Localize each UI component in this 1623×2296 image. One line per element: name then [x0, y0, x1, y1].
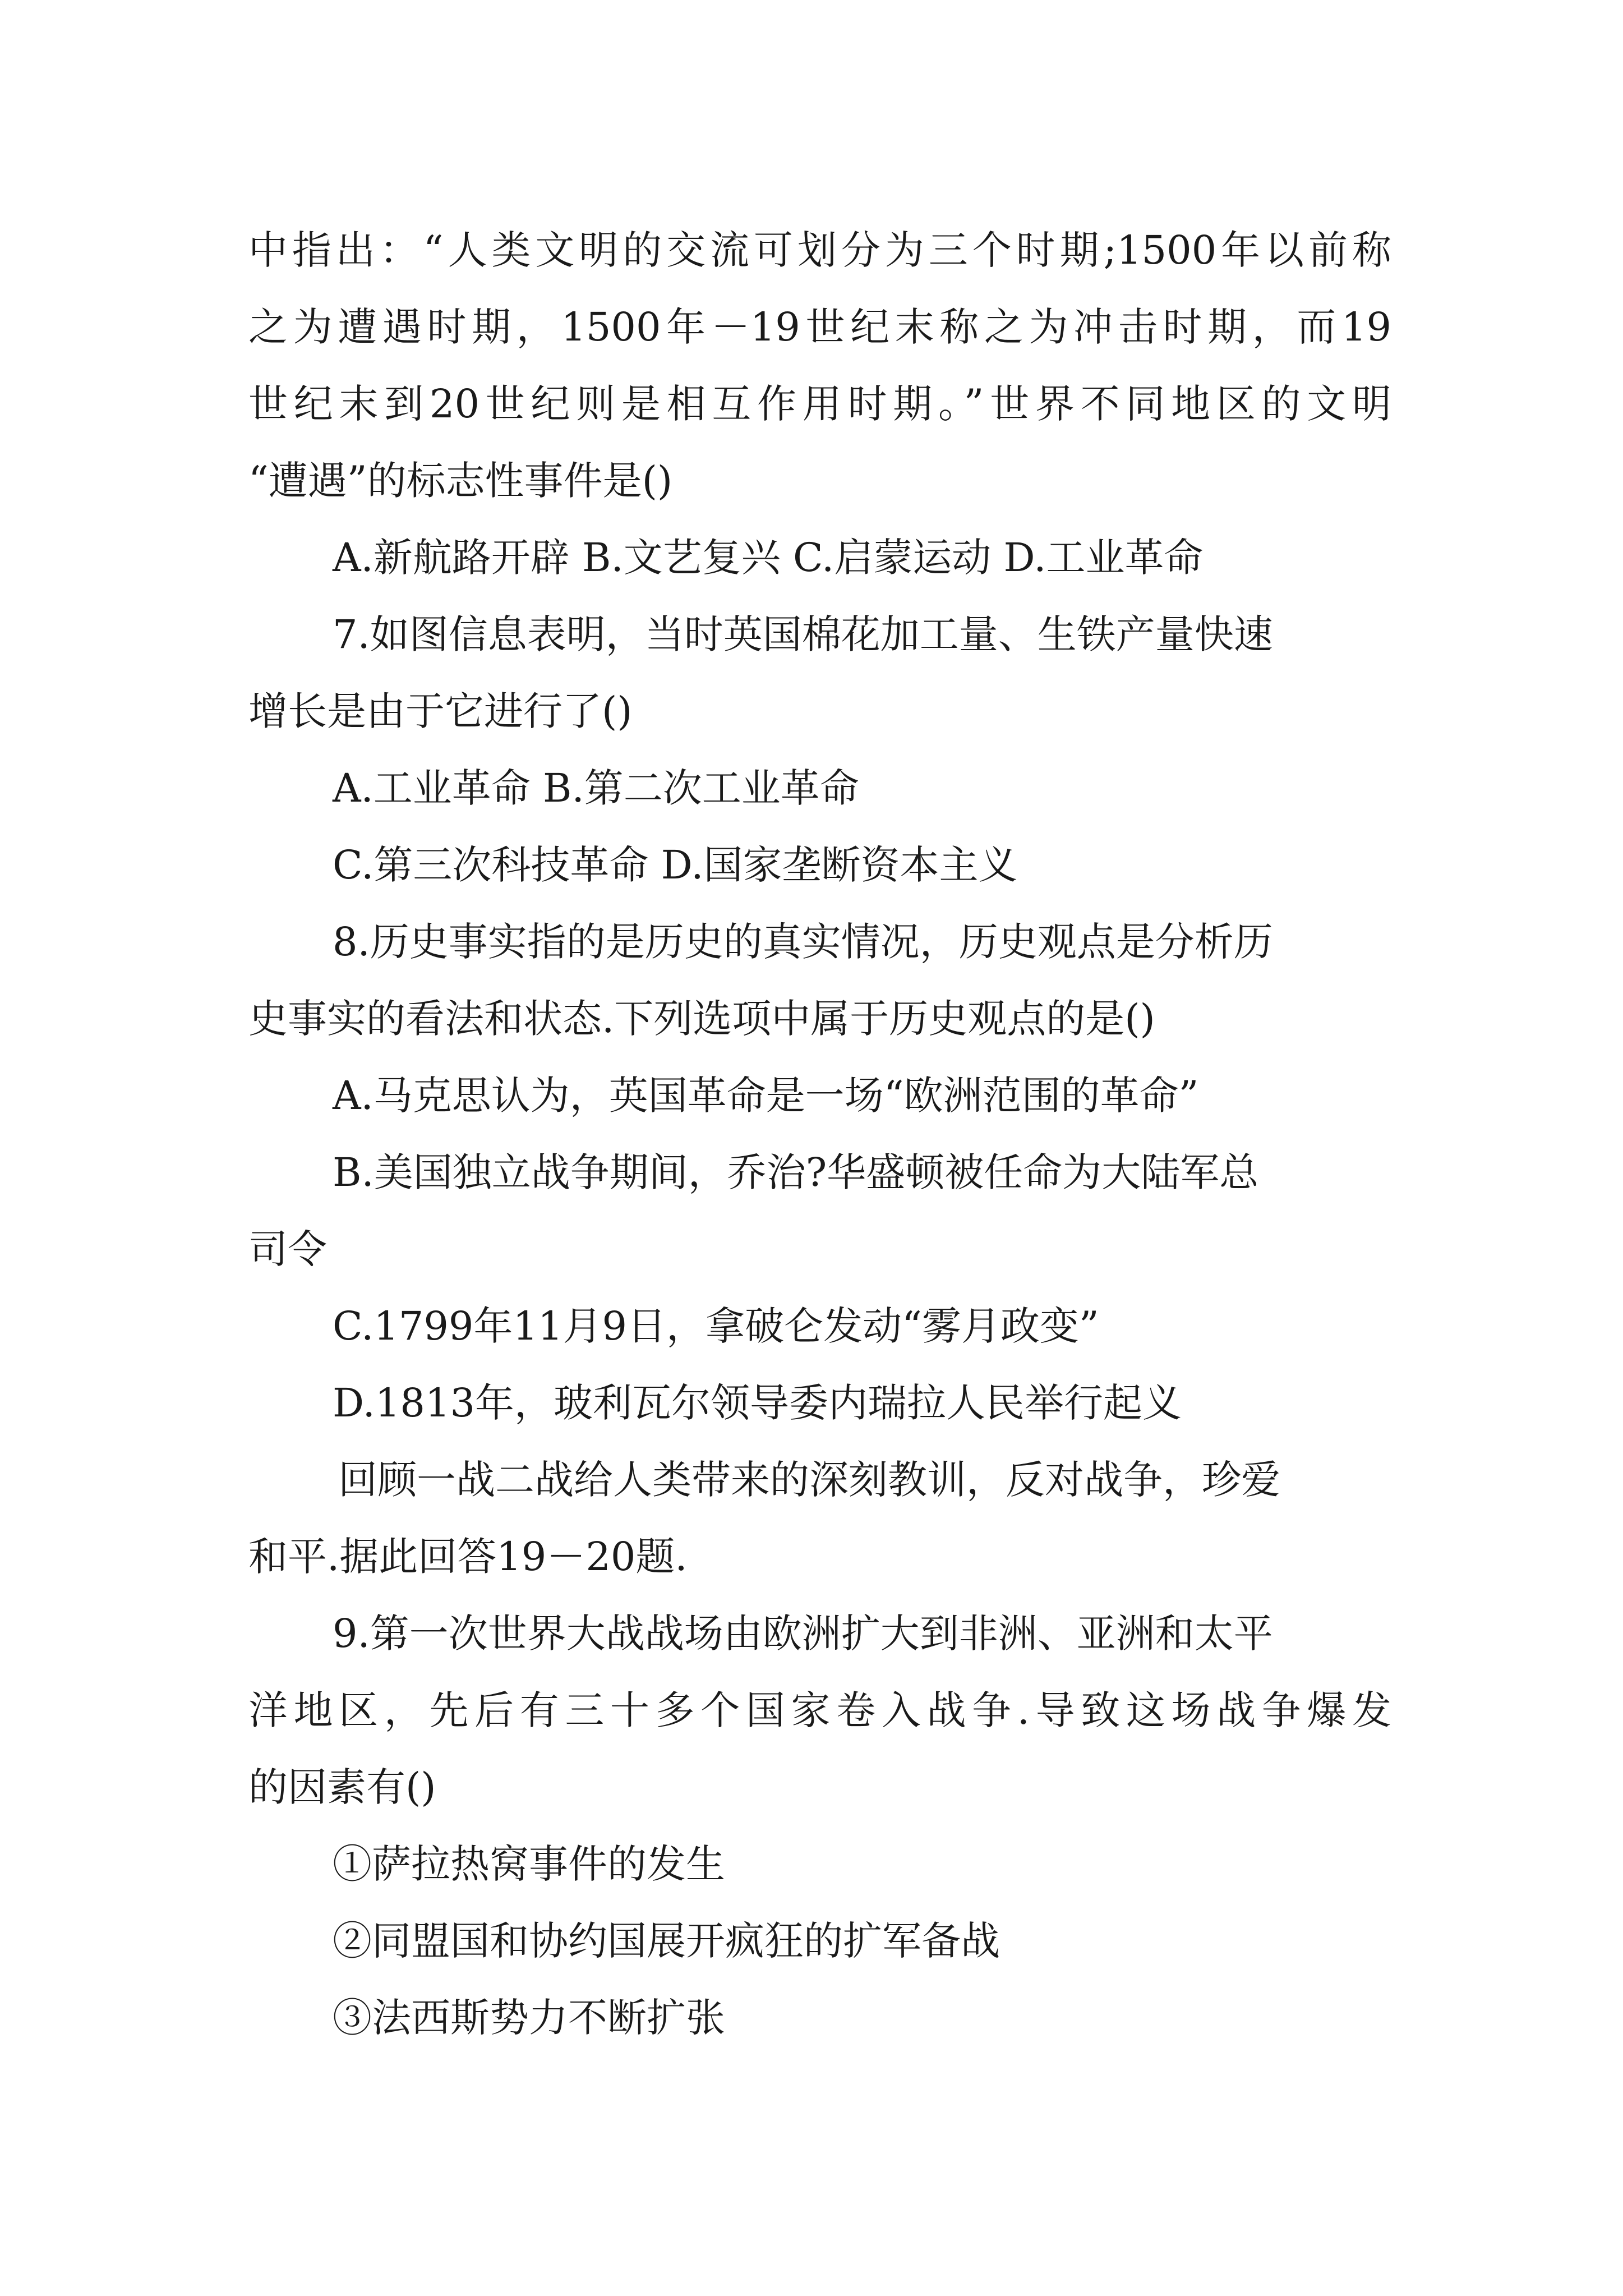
option-line: A.新航路开辟 B.文艺复兴 C.启蒙运动 D.工业革命: [333, 535, 1204, 581]
option-line: A.工业革命 B.第二次工业革命: [333, 765, 859, 811]
choice-item: ③法西斯势力不断扩张: [333, 1995, 725, 2041]
text-line: 史事实的看法和状态.下列选项中属于历史观点的是(): [248, 996, 1155, 1042]
option-line: B.美国独立战争期间，乔治?华盛顿被任命为大陆军总: [333, 1149, 1259, 1195]
option-line: D.1813年，玻利瓦尔领导委内瑞拉人民举行起义: [333, 1380, 1182, 1426]
question-8: 8.历史事实指的是历史的真实情况，历史观点是分析历: [333, 919, 1273, 965]
choice-item: ①萨拉热窝事件的发生: [333, 1841, 725, 1887]
text-line: 司令: [248, 1226, 327, 1272]
document-body: [248, 212, 1391, 2056]
option-line: C.1799年11月9日，拿破仑发动“雾月政变”: [333, 1303, 1099, 1349]
text-line: “遭遇”的标志性事件是(): [248, 458, 673, 504]
text-line: 增长是由于它进行了(): [248, 688, 633, 734]
question-9: 9.第一次世界大战战场由欧洲扩大到非洲、亚洲和太平: [333, 1611, 1273, 1657]
text-line: 洋地区，先后有三十多个国家卷入战争.导致这场战争爆发: [248, 1687, 1391, 1733]
question-7: 7.如图信息表明，当时英国棉花加工量、生铁产量快速: [333, 611, 1273, 657]
text-line: 之为遭遇时期，1500年－19世纪末称之为冲击时期，而19: [248, 304, 1391, 350]
choice-item: ②同盟国和协约国展开疯狂的扩军备战: [333, 1918, 1000, 1964]
text-line: 中指出：“人类文明的交流可划分为三个时期;1500年以前称: [248, 227, 1391, 273]
text-line: 和平.据此回答19－20题.: [248, 1534, 688, 1580]
section-intro: 回顾一战二战给人类带来的深刻教训，反对战争，珍爱: [338, 1457, 1280, 1503]
text-line: 的因素有(): [248, 1764, 436, 1810]
option-line: C.第三次科技革命 D.国家垄断资本主义: [333, 842, 1018, 888]
text-line: 世纪末到20世纪则是相互作用时期。”世界不同地区的文明: [248, 381, 1391, 427]
option-line: A.马克思认为，英国革命是一场“欧洲范围的革命”: [333, 1073, 1199, 1119]
